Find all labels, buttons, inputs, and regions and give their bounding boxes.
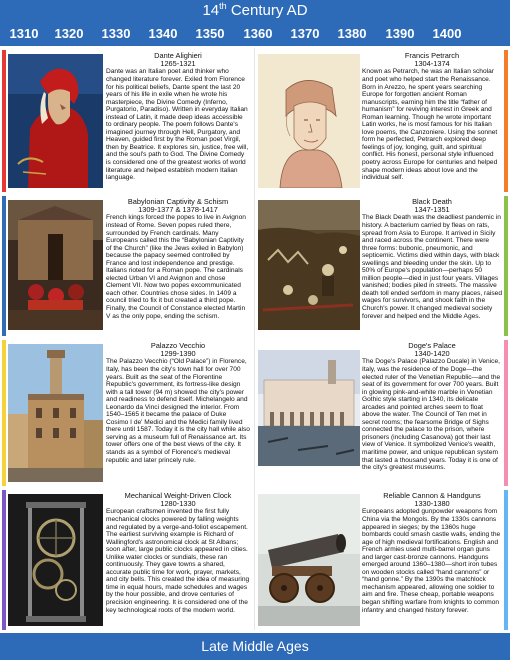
card-palazzo-vecchio: [2, 340, 252, 486]
palazzo-vecchio-image: [8, 344, 103, 482]
card-dates: 1347-1351: [414, 205, 450, 215]
card-cannon-handguns: [256, 490, 508, 630]
card-dates: 1280-1330: [160, 499, 196, 509]
card-title: Black Death: [412, 198, 452, 206]
card-black-death: [256, 196, 508, 336]
card-stripe: [504, 196, 508, 336]
card-dates: 1299-1390: [160, 349, 196, 359]
card-text: [362, 492, 502, 630]
page-title: 14th Century AD: [202, 1, 308, 19]
card-title: Dante Alighieri: [154, 52, 202, 60]
card-body: The Doge's Palace (Palazzo Ducale) in Venice, Italy, was the residence of the Doge—the elected ruler of the Venetian Republic—and the seat of its government for over 700 years. Built in glowing pink-and-white marble in Venetian Gothic style starting in 1340, its delicate arcades and pointed arches seem to float above the water. The Council of Ten met in secret rooms; the fearsome Bridge of Sighs connected the palace to the prison, where prisoners (including Casanova) got their last view of Venice. It symbolized Venice's wealth, maritime power, and unique republican system that lasted a thousand years. Today it is one of the city's greatest museums.: [362, 358, 501, 472]
year-1350: 1350: [195, 26, 225, 41]
year-1370: 1370: [290, 26, 320, 41]
dante-portrait-image: [8, 54, 103, 188]
card-title: Mechanical Weight-Driven Clock: [124, 492, 232, 500]
card-stripe: [504, 50, 508, 192]
card-stripe: [2, 50, 6, 192]
card-mechanical-clock: [2, 490, 252, 630]
card-body: Europeans adopted gunpowder weapons from China via the Mongols. By the 1330s cannons appeared in sieges; by the 1360s huge bombards could smash castle walls, ending the age of high medieval fortifications. English and French armies used multi-barrel organ guns and larger cast-bronze cannons. Handguns emerged around 1360–1380—short iron tubes on wooden stocks called “hand cannons” or “hand gonne.” By the 1390s the matchlock mechanism appeared, allowing one soldier to aim and fire. These cheap, portable weapons began shifting warfare from knights to common infantry and changed history forever.: [362, 508, 501, 614]
card-title: Doge's Palace: [408, 342, 456, 350]
mechanical-clock-image: [8, 494, 103, 626]
header-bar: [0, 0, 510, 46]
year-1320: 1320: [54, 26, 84, 41]
card-doges-palace: [256, 340, 508, 486]
card-dates: 1309-1377 & 1378-1417: [138, 205, 218, 215]
card-text: [362, 342, 502, 486]
card-text: [106, 52, 250, 192]
year-1330: 1330: [101, 26, 131, 41]
card-stripe: [504, 490, 508, 630]
card-text: [362, 198, 502, 336]
card-text: [362, 52, 502, 192]
year-1310: 1310: [9, 26, 39, 41]
year-1400: 1400: [432, 26, 462, 41]
column-divider: [254, 48, 255, 630]
card-dante-alighieri: [2, 50, 252, 192]
card-text: [106, 198, 250, 336]
card-stripe: [2, 490, 6, 630]
card-title: Babylonian Captivity & Schism: [127, 198, 229, 206]
era-footer: Late Middle Ages: [0, 633, 510, 660]
year-1390: 1390: [385, 26, 415, 41]
card-body: The Palazzo Vecchio (“Old Palace”) in Florence, Italy, has been the city's town hall for over 700 years. Built as the seat of the Florentine Republic's government, its fortress-like design with a tall tower (94 m) showed the city's power and readiness to defend itself. Michelangelo and Leonardo da Vinci designed the interior. From 1540–1565 it became the palace of Duke Cosimo I de' Medici and the Medici family lived there until 1587. Today it is the city hall while also serving as a museum full of Renaissance art. Its tower offers one of the best views of the city. It stands as a symbol of Florence's medieval republic and later princely rule.: [106, 358, 250, 464]
card-dates: 1304-1374: [414, 59, 450, 69]
card-dates: 1265-1321: [160, 59, 196, 69]
card-title: Francis Petrarch: [404, 52, 460, 60]
card-body: The Black Death was the deadliest pandemic in history. A bacterium carried by fleas on rats, spread from Asia to Europe. It arrived in Sicily and raced across the continent. There were three forms: bubonic, pneumonic, and septicemic. Victims died within days, with black swellings and bleeding under the skin. Up to 50% of Europe's population—perhaps 50 million people—died in just four years. Villages vanished; bodies piled in streets. The massive death toll ended serfdom in many places, raised wages for survivors, and shook faith in the Church's power. It changed medieval society forever and helped end the Middle Ages.: [362, 214, 502, 320]
card-title: Reliable Cannon & Handguns: [383, 492, 481, 500]
cannon-image: [258, 494, 360, 626]
doges-palace-image: [258, 350, 360, 466]
card-stripe: [2, 196, 6, 336]
card-body: Dante was an Italian poet and thinker who changed literature forever. Exiled from Florence for his political beliefs, Dante spent the last 20 years of his life in exile when he wrote his masterpiece, the Divine Comedy (Inferno, Purgatorio, Paradiso). Written in everyday Italian instead of Latin, it made deep ideas accessible to ordinary people. The poem follows Dante's imagined journey through Hell, Purgatory, and Heaven, guided first by the Roman poet Virgil, then by Beatrice. It explores sin, justice, free will, and the soul's path to God. The Divine Comedy is considered one of the greatest works of world literature and helped establish modern Italian language.: [106, 68, 249, 182]
card-francis-petrarch: [256, 50, 508, 192]
card-dates: 1340-1420: [414, 349, 450, 359]
year-1340: 1340: [148, 26, 178, 41]
year-timeline: [0, 26, 510, 44]
card-body: French kings forced the popes to live in Avignon instead of Rome. Seven popes ruled there, surrounded by French cardinals. Many Europeans called this the “Babylonian Captivity of the Church” (like the Jews exiled in Babylon) because the papacy seemed controlled by France and lost independence and prestige. Italians rioted for a Roman pope. The cardinals elected Urban VI and Avignon and chose Clement VII. Now two popes excommunicated each other. Countries chose sides. In 1409 a council tried to fix it but created a third pope. Finally, the Council of Constance elected Martin V as the only pope, ending the schism.: [106, 214, 246, 320]
card-dates: 1330-1380: [414, 499, 450, 509]
card-babylonian-captivity: [2, 196, 252, 336]
year-1360: 1360: [243, 26, 273, 41]
petrarch-portrait-image: [258, 54, 360, 188]
card-stripe: [2, 340, 6, 486]
card-text: [106, 492, 250, 630]
papal-palace-image: [8, 200, 103, 330]
card-text: [106, 342, 250, 486]
card-title: Palazzo Vecchio: [150, 342, 206, 350]
card-body: Known as Petrarch, he was an Italian scholar and poet who helped start the Renaissance. Born in Arezzo, he spent years searching Europe for forgotten ancient Roman manuscripts, earning him the title “father of humanism” for reviving interest in Greek and Roman learning. Though he wrote important Latin works, he is most famous for his Italian love poems, the Canzoniere. Using the sonnet form he perfected, Petrarch explored deep feelings of joy, longing, guilt, and spiritual conflict. His honest, personal style influenced poetry across Europe for centuries and helped shape modern ideas about love and the individual self.: [362, 68, 498, 182]
card-stripe: [504, 340, 508, 486]
year-1380: 1380: [337, 26, 367, 41]
card-body: European craftsmen invented the first fully mechanical clocks powered by falling weights and regulated by a verge-and-foliot escapement. The earliest surviving example is Richard of Wallingford's astronomical clock at St Albans; soon after, large public clocks appeared in cities. Unlike water clocks or sundials, these ran continuously. They gave towns a shared, accurate public time for work, prayer, markets, and city bells. This created the idea of measuring time in equal hours, made schedules and wages by the hour possible, and drove centuries of precision engineering. It is considered one of the key technological roots of the modern world.: [106, 508, 250, 614]
triumph-of-death-image: [258, 200, 360, 330]
